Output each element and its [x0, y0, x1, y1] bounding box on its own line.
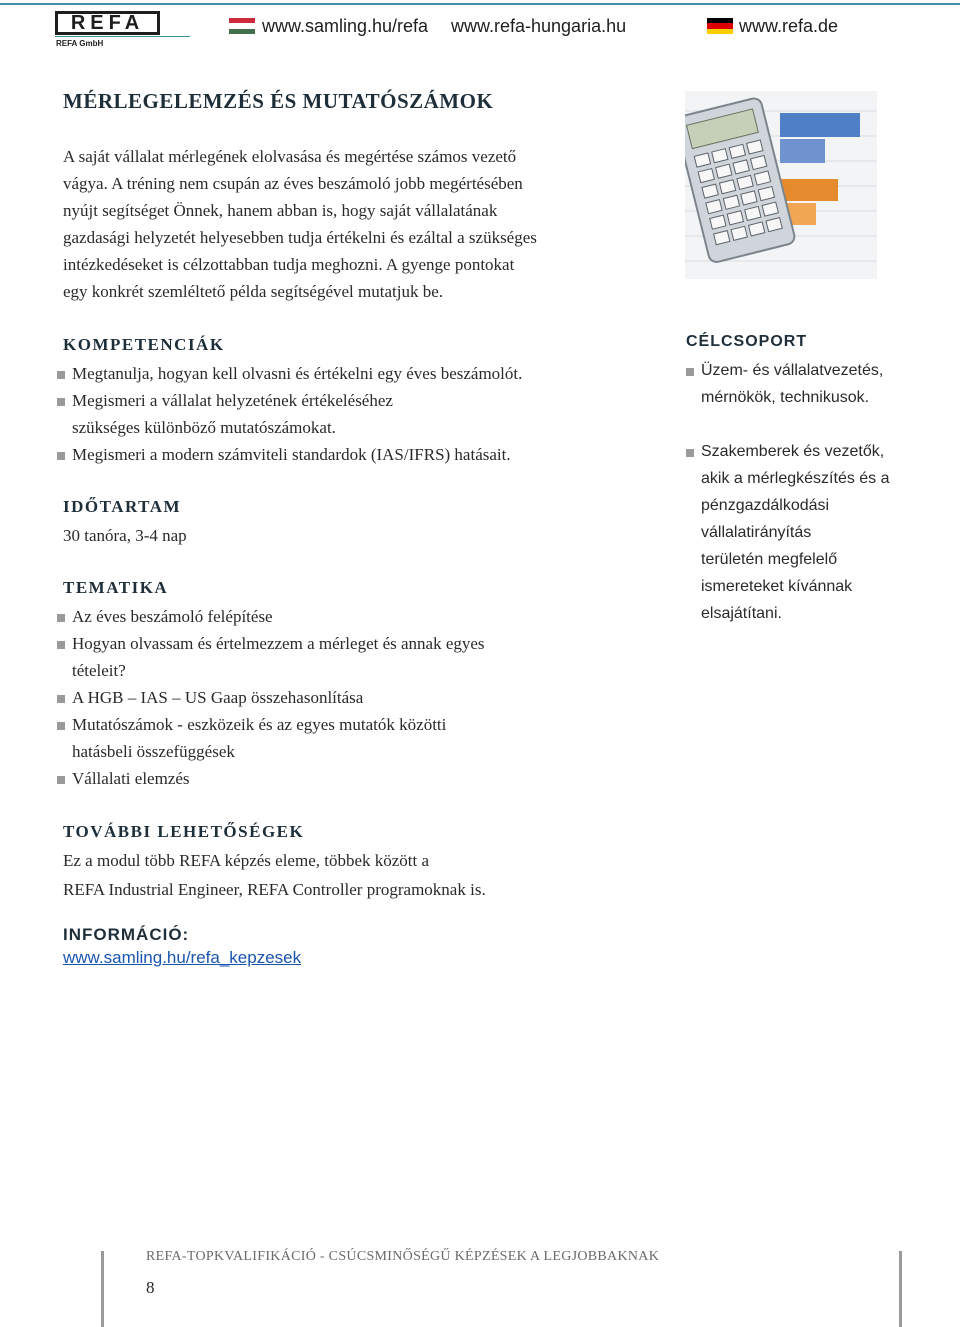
- list-item-text: A HGB – IAS – US Gaap összehasonlítása: [72, 688, 364, 707]
- square-bullet-icon: [57, 776, 65, 784]
- footer-tagline: REFA-TOPKVALIFIKÁCIÓ - CSÚCSMINŐSÉGŰ KÉPZÉSEK A LEGJOBBAKNAK: [146, 1249, 660, 1264]
- square-bullet-icon: [57, 452, 65, 460]
- square-bullet-icon: [57, 695, 65, 703]
- page-title: MÉRLEGELEMZÉS ÉS MUTATÓSZÁMOK: [63, 89, 494, 113]
- square-bullet-icon: [686, 368, 694, 376]
- intro-line: egy konkrét szemléltető példa segítségével mutatjuk be.: [63, 282, 444, 301]
- intro-line: A saját vállalat mérlegének elolvasása és megértése számos vezető: [63, 147, 517, 166]
- list-item-text: Szakemberek és vezetők,: [701, 443, 885, 460]
- kompetenciak-heading: KOMPETENCIÁK: [63, 335, 225, 354]
- link-refa-hungaria[interactable]: www.refa-hungaria.hu: [451, 16, 627, 36]
- list-item: [57, 387, 657, 441]
- intro-line: vágya. A tréning nem csupán az éves beszámoló jobb megértésében: [63, 174, 523, 193]
- samling-kepzesek-link[interactable]: www.samling.hu/refa_kepzesek: [63, 948, 302, 967]
- list-item: [686, 438, 946, 627]
- list-item-text: Vállalati elemzés: [72, 769, 190, 788]
- celcsoport-list: [686, 357, 946, 627]
- list-item: [686, 357, 946, 411]
- list-item-text: pénzgazdálkodási: [701, 497, 830, 514]
- square-bullet-icon: [57, 398, 65, 406]
- calculator-chart-photo: [685, 91, 877, 279]
- hungarian-flag-icon: [229, 18, 255, 34]
- list-item-text: elsajátítani.: [701, 605, 782, 622]
- list-item-text: akik a mérlegkészítés és a: [701, 470, 890, 487]
- list-item-text: ismereteket kívánnak: [701, 578, 853, 595]
- page-number: 8: [146, 1278, 155, 1297]
- intro-line: gazdasági helyzetét helyesebben tudja értékelni és ezáltal a szükséges: [63, 228, 537, 247]
- kompetenciak-list: [57, 360, 657, 468]
- tematika-heading: TEMATIKA: [63, 578, 169, 597]
- footer-right-bar: [899, 1251, 902, 1327]
- intro-line: nyújt segítséget Önnek, hanem abban is, hogy saját vállalatának: [63, 201, 498, 220]
- square-bullet-icon: [57, 371, 65, 379]
- list-item-text: Az éves beszámoló felépítése: [72, 607, 273, 626]
- square-bullet-icon: [57, 641, 65, 649]
- tovabbi-line-2: REFA Industrial Engineer, REFA Controller programoknak is.: [63, 880, 486, 899]
- list-item: [57, 684, 657, 711]
- list-item: [57, 603, 657, 630]
- tovabbi-line-1: Ez a modul több REFA képzés eleme, többek között a: [63, 851, 430, 870]
- square-bullet-icon: [686, 449, 694, 457]
- list-item-text: hatásbeli összefüggések: [72, 742, 235, 761]
- square-bullet-icon: [57, 722, 65, 730]
- refa-logo: REFA: [55, 11, 160, 35]
- celcsoport-heading: CÉLCSOPORT: [686, 333, 808, 350]
- list-item: [57, 711, 657, 765]
- link-samling-refa[interactable]: www.samling.hu/refa: [262, 16, 429, 36]
- list-item-text: mérnökök, technikusok.: [701, 389, 870, 406]
- list-item-text: Megismeri a vállalat helyzetének értékeléséhez: [72, 391, 393, 410]
- logo-subtitle: REFA GmbH: [56, 39, 104, 48]
- list-item: [57, 360, 657, 387]
- footer-left-bar: [101, 1251, 104, 1327]
- list-item-text: tételeit?: [72, 661, 126, 680]
- intro-paragraph: [63, 143, 663, 305]
- tovabbi-heading: TOVÁBBI LEHETŐSÉGEK: [63, 822, 305, 841]
- list-item-text: Hogyan olvassam és értelmezzem a mérleget és annak egyes: [72, 634, 485, 653]
- list-item-text: Megismeri a modern számviteli standardok (IAS/IFRS) hatásait.: [72, 445, 511, 464]
- idotartam-heading: IDŐTARTAM: [63, 497, 182, 516]
- list-item: [57, 630, 657, 684]
- list-item-text: területén megfelelő: [701, 551, 838, 568]
- list-item-text: Megtanulja, hogyan kell olvasni és értékelni egy éves beszámolót.: [72, 364, 523, 383]
- link-refa-de[interactable]: www.refa.de: [739, 16, 839, 36]
- german-flag-icon: [707, 18, 733, 34]
- idotartam-value: 30 tanóra, 3-4 nap: [63, 526, 187, 545]
- header-top-rule: [0, 3, 960, 5]
- list-item-text: vállalatirányítás: [701, 524, 812, 541]
- logo-underline: [55, 36, 190, 37]
- square-bullet-icon: [57, 614, 65, 622]
- informacio-heading: INFORMÁCIÓ:: [63, 925, 190, 944]
- list-item-text: Üzem- és vállalatvezetés,: [701, 362, 884, 379]
- list-item: [57, 765, 657, 792]
- tematika-list: [57, 603, 657, 792]
- list-item: [57, 441, 657, 468]
- list-item-text: Mutatószámok - eszközeik és az egyes mutatók közötti: [72, 715, 447, 734]
- list-item-text: szükséges különböző mutatószámokat.: [72, 418, 336, 437]
- intro-line: intézkedéseket is célzottabban tudja meghozni. A gyenge pontokat: [63, 255, 515, 274]
